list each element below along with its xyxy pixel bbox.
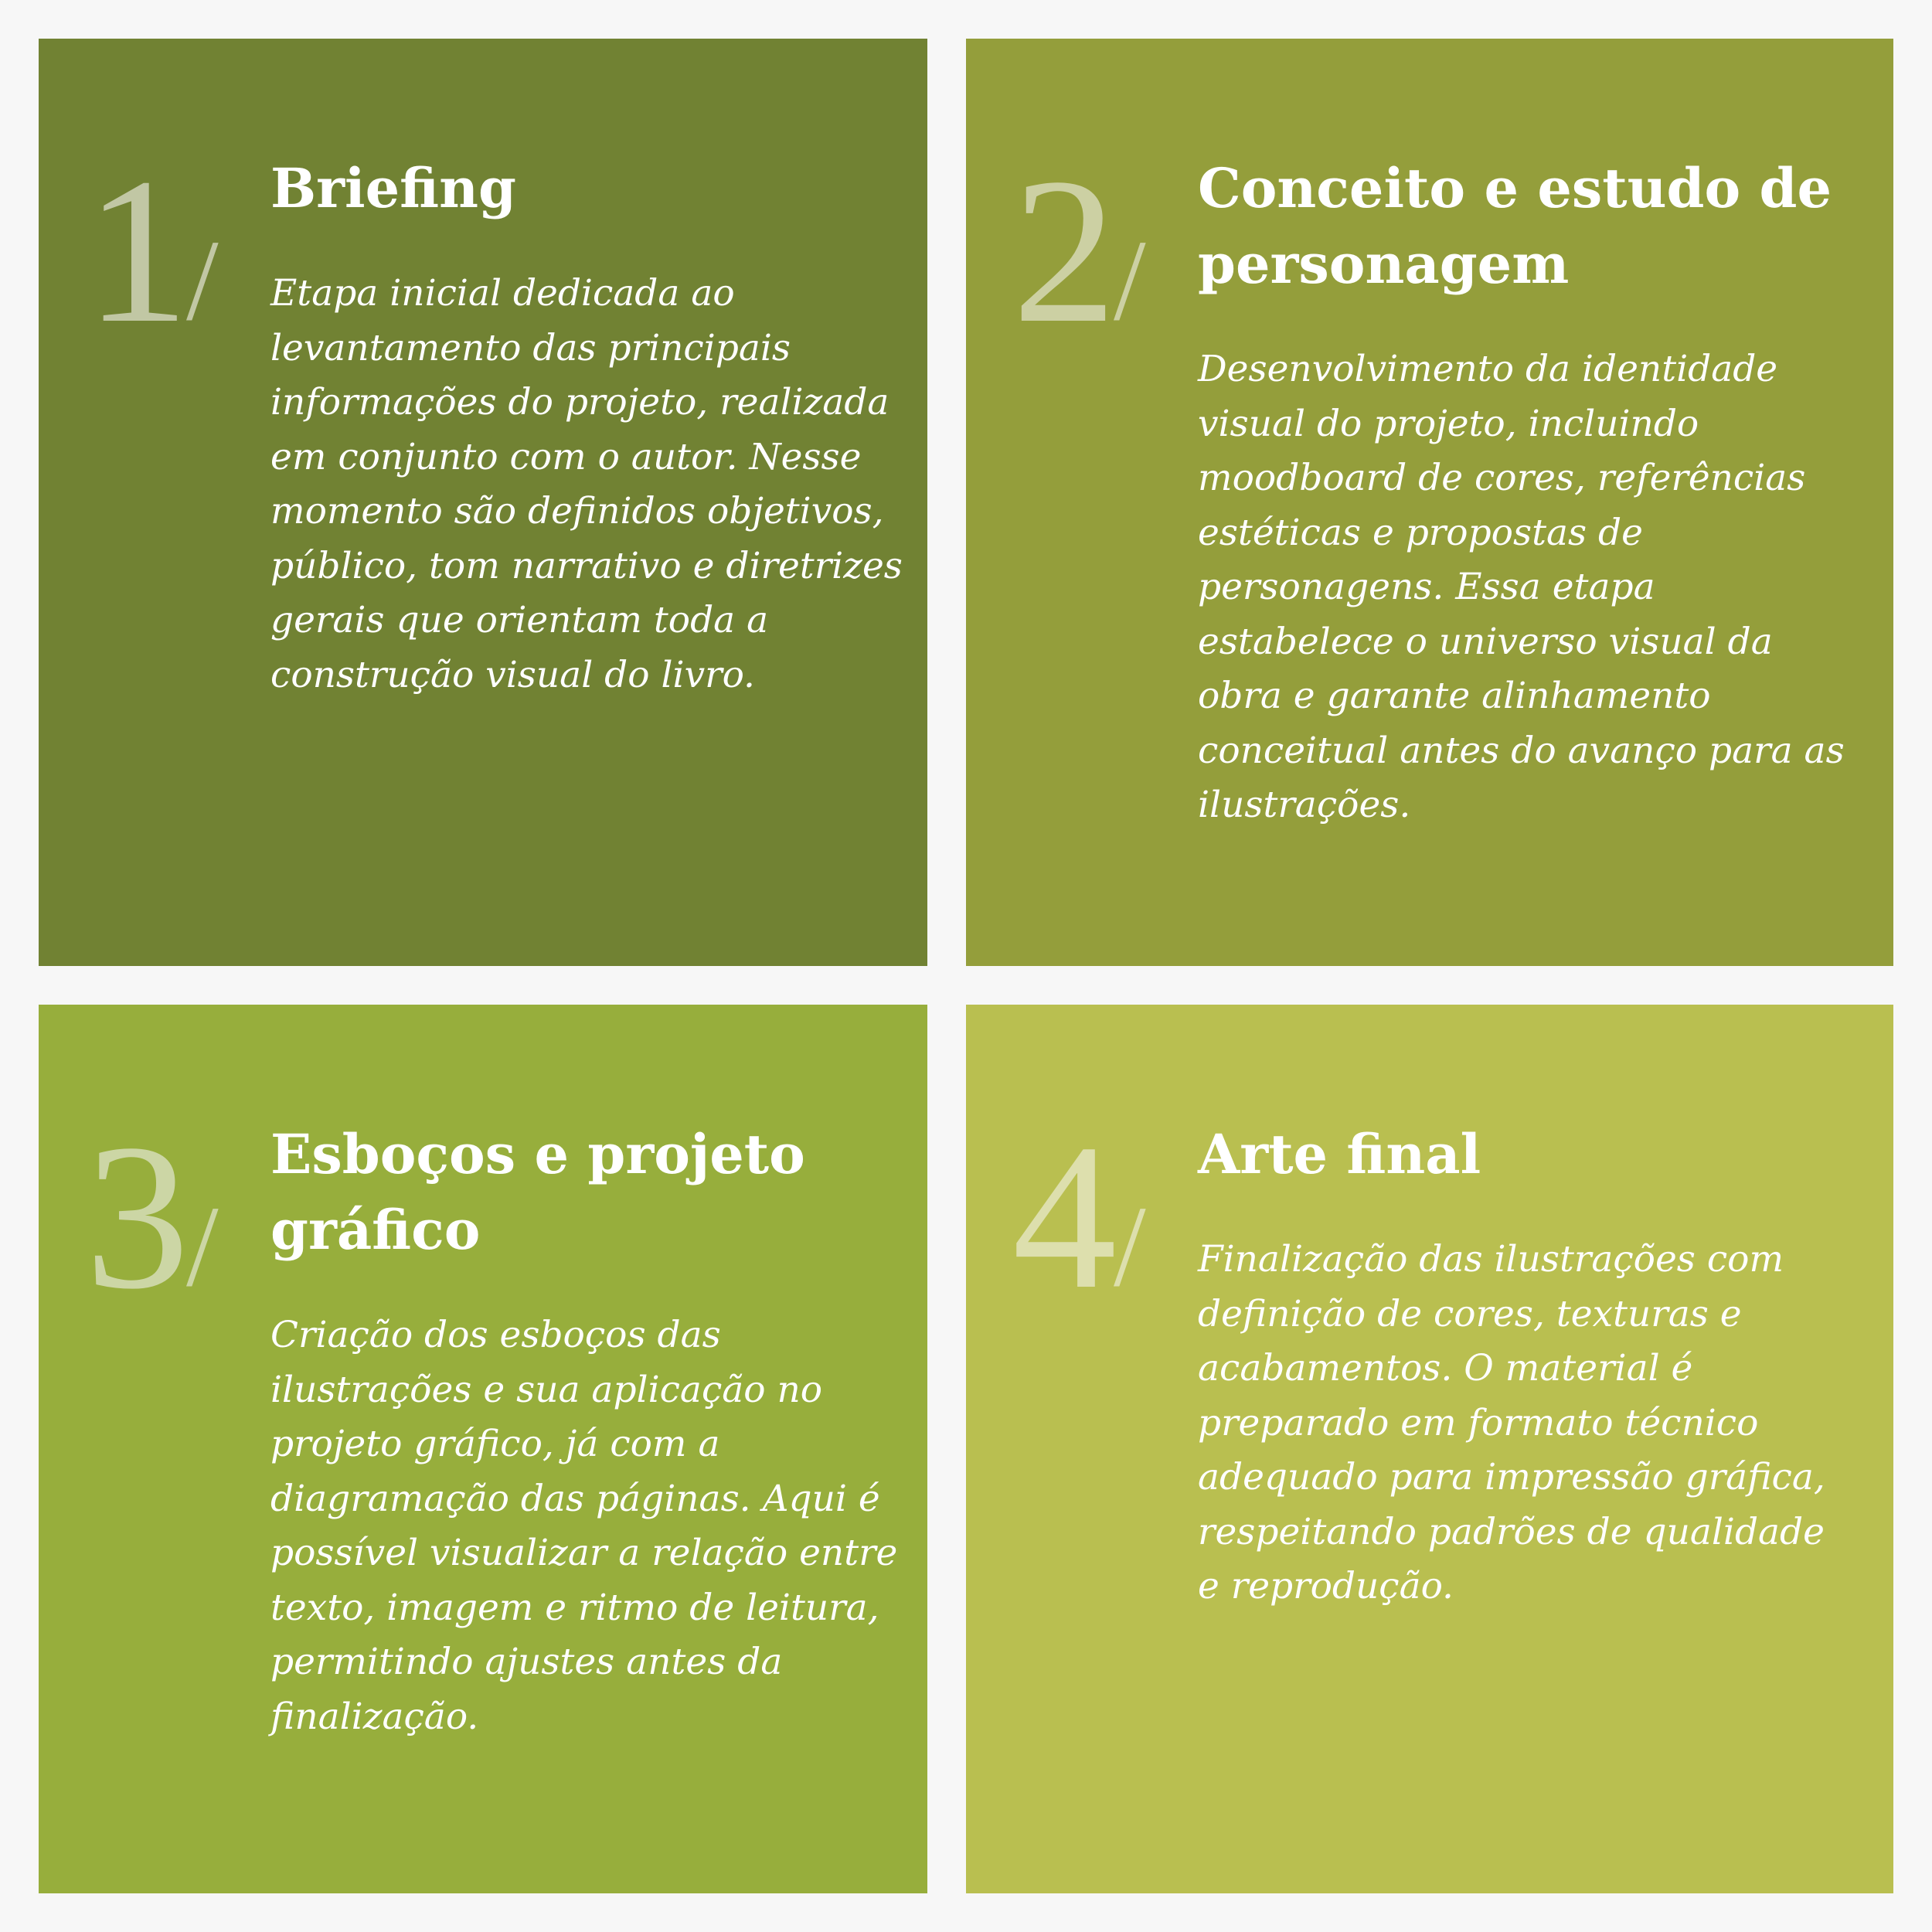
step-number [1012, 1101, 1146, 1332]
step-card-conceito [966, 39, 1893, 966]
step-number-digit: 1 [85, 135, 189, 366]
step-title: Esboços e projeto gráfico [270, 1122, 805, 1262]
step-number-slash: / [1114, 1182, 1146, 1311]
step-number [1012, 135, 1146, 366]
step-title: Conceito e estudo de personagem [1198, 156, 1832, 296]
step-number-slash: / [186, 1182, 219, 1311]
step-description: Criação dos esboços das ilustrações e sua aplicação no projeto gráfico, já com a diagramação das páginas. Aqui é possível visualizar a relação entre texto, imagem e ritmo de leitura, permitindo ajustes antes da finalização. [270, 1314, 898, 1738]
step-content [1198, 151, 1855, 833]
step-description: Etapa inicial dedicada ao levantamento das principais informações do projeto, realizada em conjunto com o autor. Nesse momento são definidos objetivos, público, tom narrativo e diretrizes gerais que orientam toda a construção visual do livro. [270, 272, 903, 696]
step-number-digit: 3 [85, 1101, 189, 1332]
step-title: Arte final [1198, 1122, 1481, 1186]
step-card-arte-final [966, 1005, 1893, 1893]
step-number [85, 1101, 219, 1332]
step-card-esbocos [39, 1005, 927, 1893]
step-number-digit: 2 [1012, 135, 1117, 366]
step-card-briefing [39, 39, 927, 966]
step-number-digit: 4 [1012, 1101, 1117, 1332]
step-content [270, 151, 904, 702]
step-description: Desenvolvimento da identidade visual do projeto, incluindo moodboard de cores, referências estéticas e propostas de personagens. Essa etapa estabelece o universo visual da obra e garante alinhamento conceitual antes do avanço para as ilustrações. [1198, 348, 1845, 826]
step-number [85, 135, 219, 366]
step-title: Briefing [270, 156, 516, 220]
step-description: Finalização das ilustrações com definição de cores, texturas e acabamentos. O material é preparado em formato técnico adequado para impressão gráfica, respeitando padrões de qualidade e reprodução. [1198, 1238, 1825, 1607]
step-content [1198, 1117, 1855, 1614]
step-content [270, 1117, 904, 1744]
step-number-slash: / [1114, 216, 1146, 345]
step-number-slash: / [186, 216, 219, 345]
